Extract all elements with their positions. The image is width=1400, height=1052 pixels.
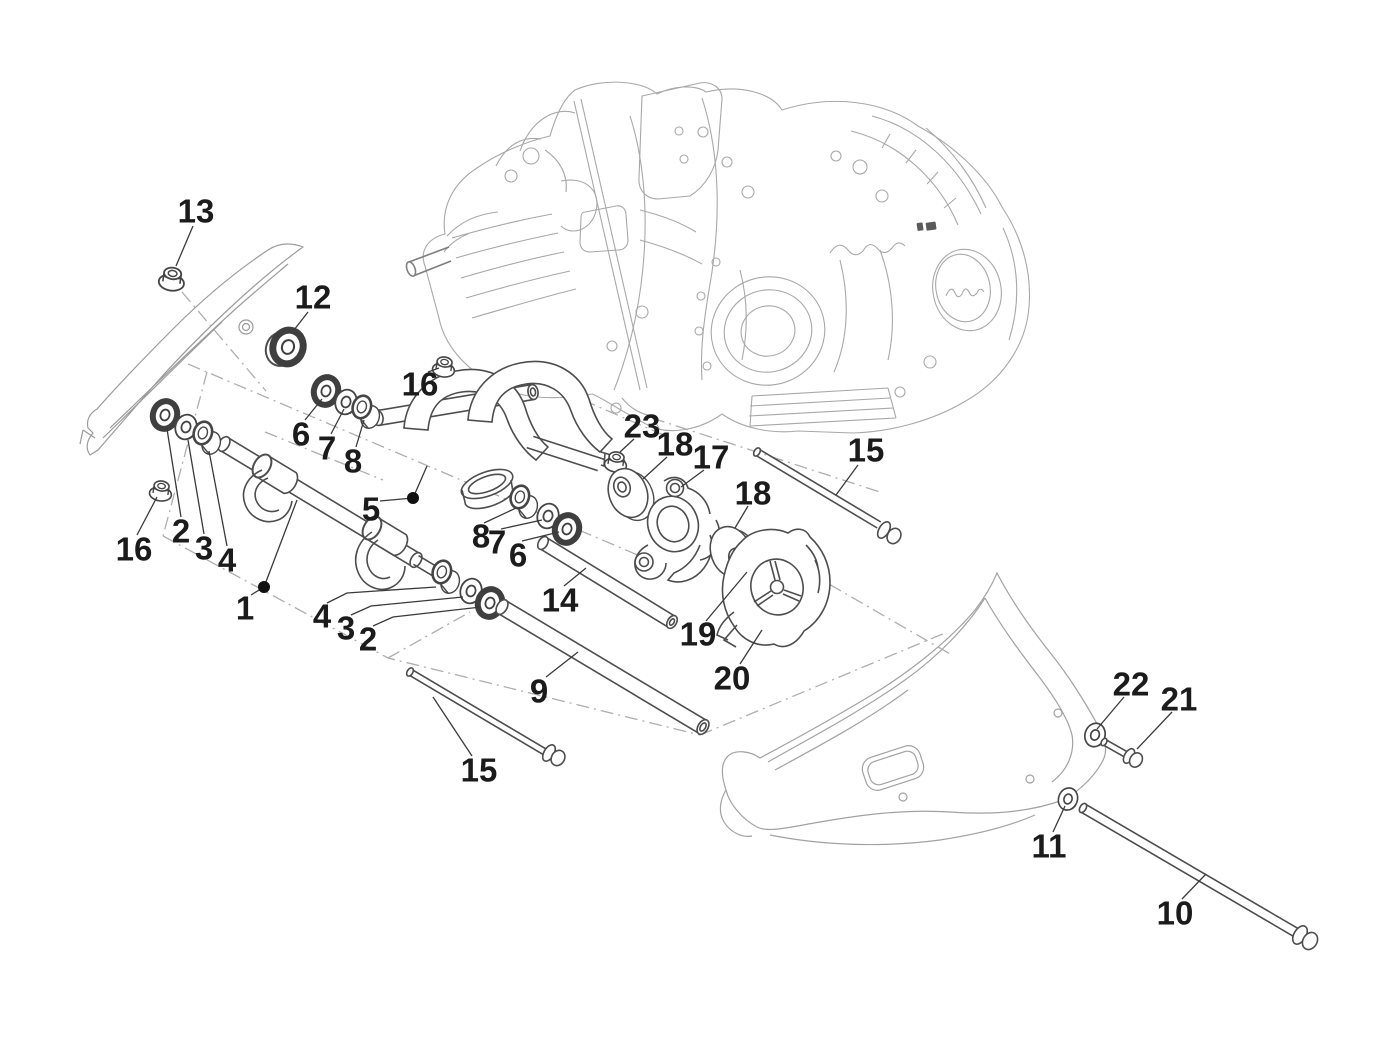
callout-label-6-top: 6	[291, 415, 311, 453]
callout-label-5: 5	[361, 490, 381, 528]
callout-label-22: 22	[1112, 665, 1150, 703]
callout-label-2-left: 2	[171, 512, 191, 550]
callout-label-8-top: 8	[343, 442, 363, 480]
callout-label-21: 21	[1160, 680, 1198, 718]
callout-label-2-low: 2	[358, 620, 378, 658]
callout-label-20: 20	[713, 659, 751, 697]
callout-label-6-mid: 6	[508, 536, 528, 574]
callout-label-15-bottom: 15	[460, 751, 498, 789]
callout-label-18-a: 18	[656, 425, 694, 463]
callout-label-14: 14	[541, 581, 579, 619]
callout-label-18-b: 18	[734, 474, 772, 512]
callout-label-4-left: 4	[217, 541, 237, 579]
callout-label-13: 13	[177, 192, 215, 230]
callout-label-10: 10	[1156, 894, 1194, 932]
callout-label-3-left: 3	[194, 529, 214, 567]
callout-label-9: 9	[529, 672, 549, 710]
callout-label-3-low: 3	[336, 609, 356, 647]
callout-dot-5	[407, 492, 419, 504]
callout-label-12: 12	[294, 278, 332, 316]
callout-label-16-left: 16	[115, 530, 153, 568]
callout-label-23: 23	[623, 407, 661, 445]
callout-16-top	[402, 366, 439, 403]
callout-label-1: 1	[235, 589, 255, 627]
callout-dot-1	[258, 581, 270, 593]
callout-label-7-mid: 7	[487, 523, 507, 561]
callout-label-17: 17	[692, 438, 730, 476]
callout-label-16-top: 16	[401, 365, 439, 403]
callout-label-15-top: 15	[847, 431, 885, 469]
callout-label-4-low: 4	[312, 597, 332, 635]
callout-label-8-mid: 8	[471, 517, 491, 555]
callout-label-11: 11	[1031, 827, 1067, 865]
callout-label-7-top: 7	[317, 429, 337, 467]
callout-label-19: 19	[679, 615, 717, 653]
